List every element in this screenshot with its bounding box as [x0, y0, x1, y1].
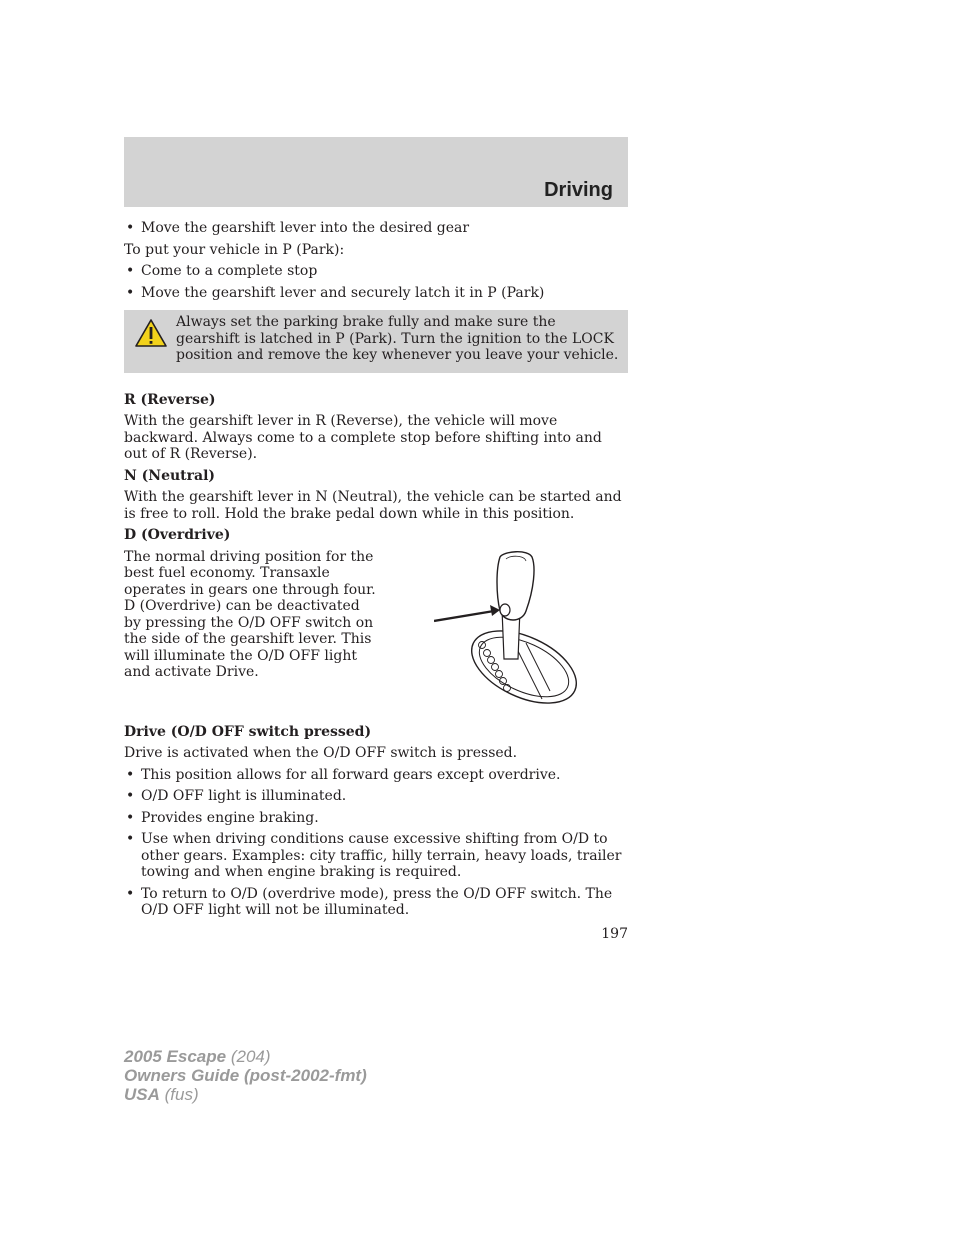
footer-model-code: (204)	[230, 1047, 271, 1066]
document-footer	[124, 1047, 367, 1104]
footer-market-code: (fus)	[164, 1085, 199, 1104]
list-item: • Move the gearshift lever and securely latch it in P (Park)	[124, 285, 628, 302]
list-item: • This position allows for all forward gears except overdrive.	[124, 767, 628, 784]
neutral-heading: N (Neutral)	[124, 467, 216, 484]
footer-guide: Owners Guide (post-2002-fmt)	[124, 1066, 367, 1085]
footer-market: USA	[124, 1085, 160, 1104]
list-item: • Use when driving conditions cause excessive shifting from O/D to other gears. Examples: city traffic, hilly terrain, heavy loads, trailer towing and when engine braking is required.	[124, 831, 628, 881]
intro-bullet-list	[124, 220, 628, 237]
reverse-heading: R (Reverse)	[124, 391, 216, 408]
page-content	[124, 220, 628, 924]
list-item: • O/D OFF light is illuminated.	[124, 788, 628, 805]
footer-model: 2005 Escape	[124, 1047, 227, 1066]
warning-box	[124, 310, 628, 373]
overdrive-text: The normal driving position for the best fuel economy. Transaxle operates in gears one through four. D (Overdrive) can be deactivated by pressing the O/D OFF switch on the side of the gearshift lever. This will illuminate the O/D OFF light and activate Drive.	[124, 548, 376, 680]
list-item: • Come to a complete stop	[124, 263, 628, 280]
drive-od-off-intro: Drive is activated when the O/D OFF switch is pressed.	[124, 745, 518, 761]
list-item: • Provides engine braking.	[124, 810, 628, 827]
gearshift-lever-illustration	[434, 549, 584, 709]
drive-od-off-bullet-list	[124, 767, 628, 919]
section-title: Driving	[544, 179, 613, 201]
park-bullet-list	[124, 263, 628, 301]
page-number: 197	[601, 926, 628, 942]
neutral-text: With the gearshift lever in N (Neutral), the vehicle can be started and is free to roll. Hold the brake pedal down while in this position.	[124, 489, 622, 522]
warning-triangle-icon	[134, 318, 168, 348]
overdrive-heading: D (Overdrive)	[124, 527, 231, 543]
section-header-band	[124, 137, 628, 207]
overdrive-section	[124, 549, 628, 724]
park-intro: To put your vehicle in P (Park):	[124, 241, 345, 258]
warning-text: Always set the parking brake fully and make sure the gearshift is latched in P (Park). Turn the ignition to the LOCK position and remove the key whenever you leave your vehicle.	[176, 314, 619, 363]
list-item: • Move the gearshift lever into the desired gear	[124, 220, 628, 237]
list-item: • To return to O/D (overdrive mode), press the O/D OFF switch. The O/D OFF light will not be illuminated.	[124, 886, 628, 919]
drive-od-off-heading: Drive (O/D OFF switch pressed)	[124, 723, 372, 740]
reverse-text: With the gearshift lever in R (Reverse), the vehicle will move backward. Always come to a complete stop before shifting into and out of R (Reverse).	[124, 413, 602, 462]
